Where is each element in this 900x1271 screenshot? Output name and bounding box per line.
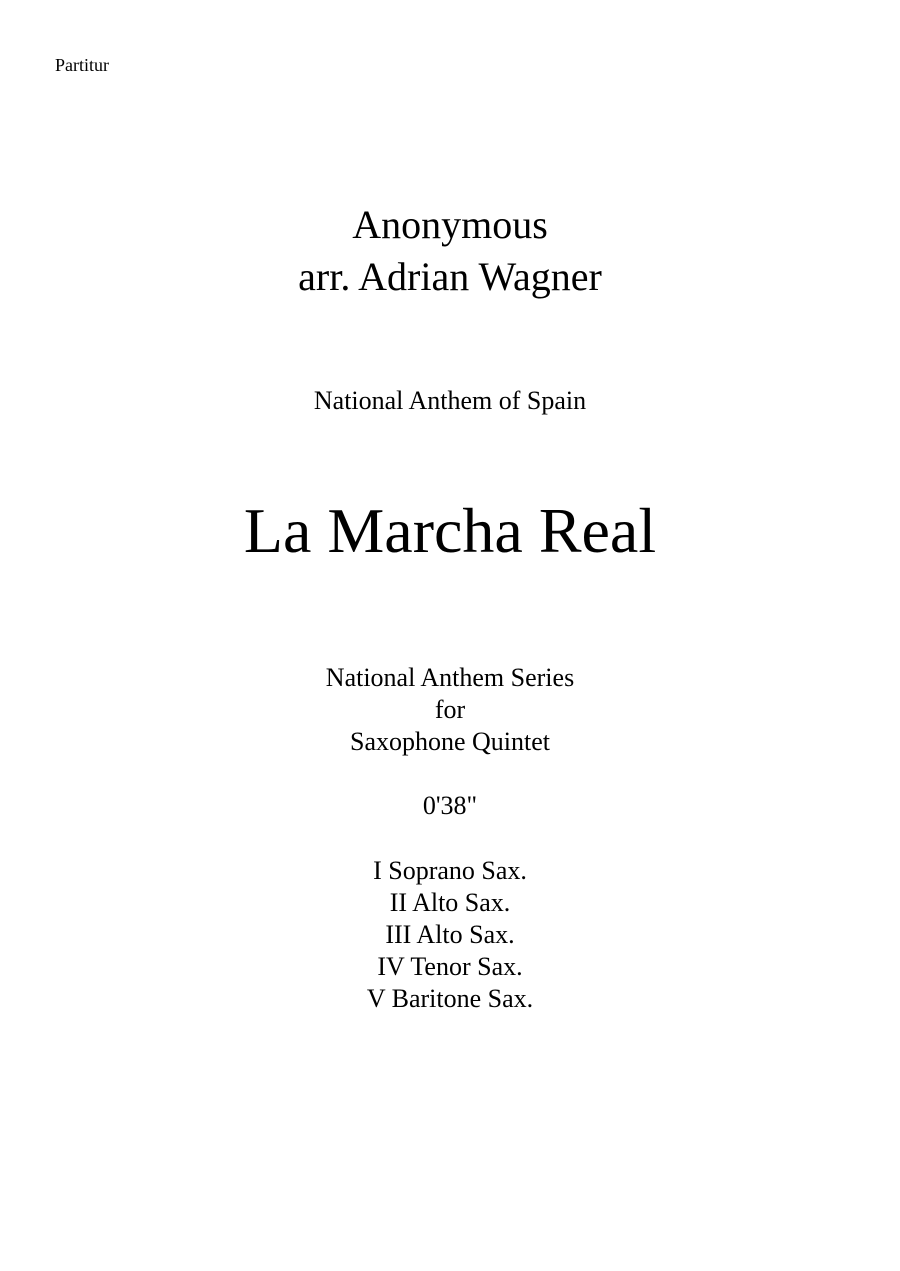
instrument-item: I Soprano Sax.	[373, 856, 527, 885]
subtitle: National Anthem of Spain	[313, 386, 587, 415]
series-info	[0, 662, 900, 758]
instrument-item: II Alto Sax.	[389, 888, 511, 917]
series-connector: for	[434, 695, 466, 724]
instrument-item: III Alto Sax.	[385, 920, 515, 949]
duration: 0'38"	[422, 791, 478, 820]
instrument-list	[0, 855, 900, 1015]
page-title: La Marcha Real	[243, 495, 657, 566]
arranger-name: arr. Adrian Wagner	[298, 254, 602, 299]
instrument-item: V Baritone Sax.	[366, 984, 534, 1013]
ensemble-name: Saxophone Quintet	[349, 727, 551, 756]
series-name: National Anthem Series	[325, 663, 575, 692]
score-type-label: Partitur	[55, 55, 109, 75]
composer-name: Anonymous	[352, 202, 548, 247]
instrument-item: IV Tenor Sax.	[377, 952, 523, 981]
